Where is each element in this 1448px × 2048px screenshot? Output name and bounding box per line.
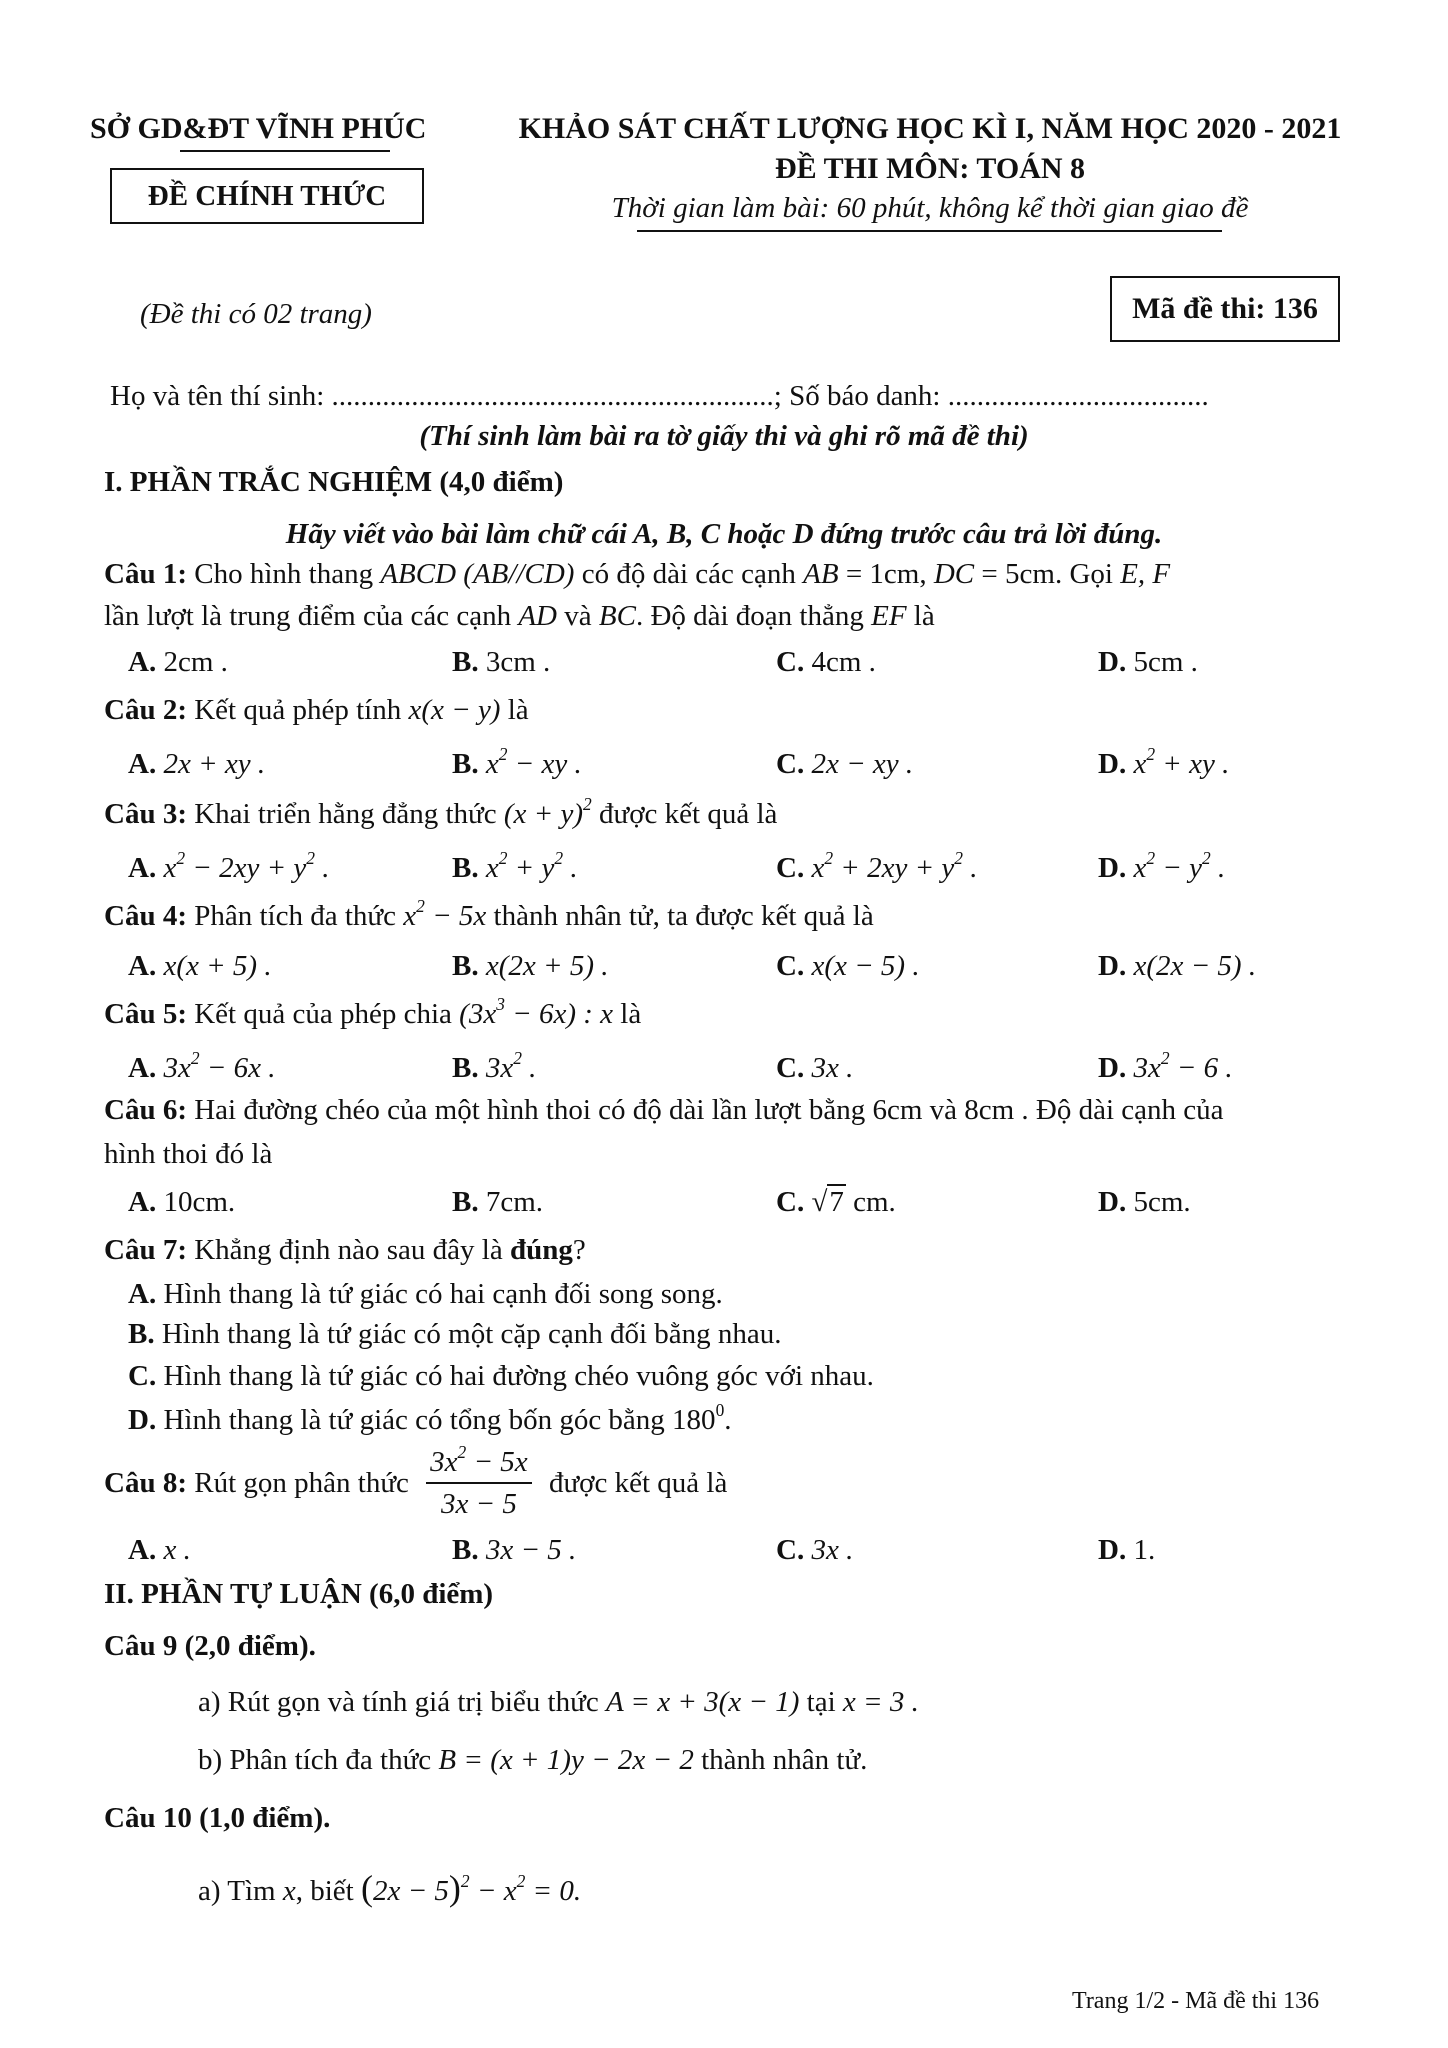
question-9a: a) Rút gọn và tính giá trị biểu thức A = x + 3(x − 1) tại x = 3 . — [198, 1686, 919, 1718]
q1-dc: DC — [933, 558, 975, 590]
q1-option-a: A. 2cm . — [128, 646, 228, 678]
exam-time: Thời gian làm bài: 60 phút, không kể thời gian giao đề — [611, 192, 1249, 224]
q8-option-a: A. x . — [128, 1534, 191, 1566]
q1-text-d: . Độ dài đoạn thẳng — [635, 600, 864, 632]
q1-ad: AD — [518, 600, 557, 632]
q1-bc: BC — [598, 600, 636, 632]
part2-title: II. PHẦN TỰ LUẬN (6,0 điểm) — [104, 1578, 494, 1610]
question-5: Câu 5: Kết quả của phép chia $(3x^3 - 6x)$ : x là — [104, 993, 642, 1030]
exam-code-box: Mã đề thi: 136 — [1110, 276, 1340, 342]
q1-ef-segment: EF — [871, 600, 907, 632]
q5-option-c: C. 3x . — [776, 1052, 854, 1084]
question-9b: b) Phân tích đa thức B = (x + 1)y − 2x − 2 thành nhân tử. — [198, 1744, 868, 1776]
exam-subject: ĐỀ THI MÔN: TOÁN 8 — [774, 152, 1086, 185]
q1-text-a: Cho hình thang — [194, 558, 374, 590]
question-7: Câu 7: Khẳng định nào sau đây là đúng? — [104, 1234, 586, 1266]
q1-option-c: C. 4cm . — [776, 646, 876, 678]
question-1-line2 — [104, 598, 935, 634]
q8-fraction: $\frac{3x^2 - 5x}{3x - 5}$ — [426, 1444, 532, 1523]
q1-va: và — [564, 600, 592, 632]
question-9-title: Câu 9 (2,0 điểm). — [104, 1630, 316, 1662]
square-root: √7 — [811, 1186, 844, 1218]
q6-option-a: A. 10cm. — [128, 1186, 236, 1218]
q8-option-c: C. 3x . — [776, 1534, 854, 1566]
department-underline — [180, 150, 390, 152]
q7-option-d: D. Hình thang là tứ giác có tổng bốn góc bằng $180^0$. — [128, 1399, 732, 1436]
question-6-line2: hình thoi đó là — [104, 1138, 273, 1170]
q7-option-b: B. Hình thang là tứ giác có một cặp cạnh đối bằng nhau. — [128, 1318, 782, 1350]
question-10a: a) Tìm x, biết $(2x - 5)^2 - x^2 = 0$. — [198, 1868, 582, 1908]
q1-paren: (AB//CD) — [463, 558, 575, 590]
pages-note: (Đề thi có 02 trang) — [140, 298, 372, 330]
q2-option-a: A. 2x + xy . — [128, 748, 266, 780]
q3-option-d: D. $x^2 - y^2$ . — [1098, 847, 1226, 884]
q7-option-a: A. Hình thang là tứ giác có hai cạnh đối song song. — [128, 1278, 723, 1310]
q7-option-c: C. Hình thang là tứ giác có hai đường chéo vuông góc với nhau. — [128, 1360, 874, 1392]
question-6-line1: Câu 6: Hai đường chéo của một hình thoi có độ dài lần lượt bằng 6cm và 8cm . Độ dài cạnh của — [104, 1094, 1224, 1126]
time-underline — [637, 230, 1222, 232]
q1-option-d: D. 5cm . — [1098, 646, 1198, 678]
q6-option-b: B. 7cm. — [452, 1186, 544, 1218]
exam-title: KHẢO SÁT CHẤT LƯỢNG HỌC KÌ I, NĂM HỌC 2020 - 2021 — [518, 112, 1342, 145]
q1-option-b: B. 3cm . — [452, 646, 551, 678]
q2-option-b: B. $x^2$ − xy . — [452, 743, 582, 780]
q8-option-d: D. 1. — [1098, 1534, 1156, 1566]
q5-option-d: D. $3x^2 - 6$ . — [1098, 1047, 1233, 1084]
q3-option-c: C. $x^2 + 2xy + y^2$ . — [776, 847, 978, 884]
department-name: SỞ GD&ĐT VĨNH PHÚC — [90, 112, 427, 145]
q5-option-b: B. $3x^2$ . — [452, 1047, 537, 1084]
q5-option-a: A. $3x^2 - 6x$ . — [128, 1047, 276, 1084]
question-10-title: Câu 10 (1,0 điểm). — [104, 1802, 331, 1834]
q1-dc-val: = 5cm. Gọi — [981, 558, 1113, 590]
q3-option-a: A. $x^2 - 2xy + y^2$ . — [128, 847, 330, 884]
q2-option-d: D. $x^2$ + xy . — [1098, 743, 1230, 780]
candidate-instruction: (Thí sinh làm bài ra tờ giấy thi và ghi rõ mã đề thi) — [419, 420, 1029, 452]
q4-option-d: D. x(2x − 5) . — [1098, 950, 1257, 982]
q4-option-b: B. x(2x + 5) . — [452, 950, 609, 982]
q6-option-d: D. 5cm. — [1098, 1186, 1191, 1218]
question-2: Câu 2: Kết quả phép tính x(x − y) là — [104, 694, 529, 726]
page-footer: Trang 1/2 - Mã đề thi 136 — [1072, 1988, 1320, 2014]
part1-instruction: Hãy viết vào bài làm chữ cái A, B, C hoặc D đứng trước câu trả lời đúng. — [285, 518, 1163, 550]
q1-ab-val: = 1cm, — [845, 558, 927, 590]
q4-option-c: C. x(x − 5) . — [776, 950, 920, 982]
q1-text-c: lần lượt là trung điểm của các cạnh — [104, 600, 512, 632]
q1-text-b: có độ dài các cạnh — [581, 558, 796, 590]
question-1-line1 — [104, 556, 1170, 592]
official-badge: ĐỀ CHÍNH THỨC — [110, 168, 424, 224]
part1-title: I. PHẦN TRẮC NGHIỆM (4,0 điểm) — [104, 466, 564, 498]
q6-option-c: C. √7 cm. — [776, 1184, 896, 1220]
q8-option-b: B. 3x − 5 . — [452, 1534, 577, 1566]
q1-abcd: ABCD — [380, 558, 457, 590]
question-3: Câu 3: Khai triển hằng đẳng thức $(x + y)^2$ được kết quả là — [104, 793, 778, 830]
q1-ab: AB — [803, 558, 839, 590]
q3-option-b: B. $x^2 + y^2$ . — [452, 847, 578, 884]
q4-option-a: A. x(x + 5) . — [128, 950, 272, 982]
candidate-info-line: Họ và tên thí sinh: .............................................................; Số báo danh: .................................... — [110, 380, 1209, 412]
question-8: Câu 8: Rút gọn phân thức $\frac{3x^2 - 5x}{3x - 5}$ được kết quả là — [104, 1444, 727, 1523]
question-1-label: Câu 1: — [104, 558, 187, 590]
q1-ef-points: E, F — [1120, 558, 1171, 590]
q1-la: là — [913, 600, 935, 632]
q2-option-c: C. 2x − xy . — [776, 748, 914, 780]
question-4: Câu 4: Phân tích đa thức $x^2 - 5x$ thành nhân tử, ta được kết quả là — [104, 895, 874, 932]
